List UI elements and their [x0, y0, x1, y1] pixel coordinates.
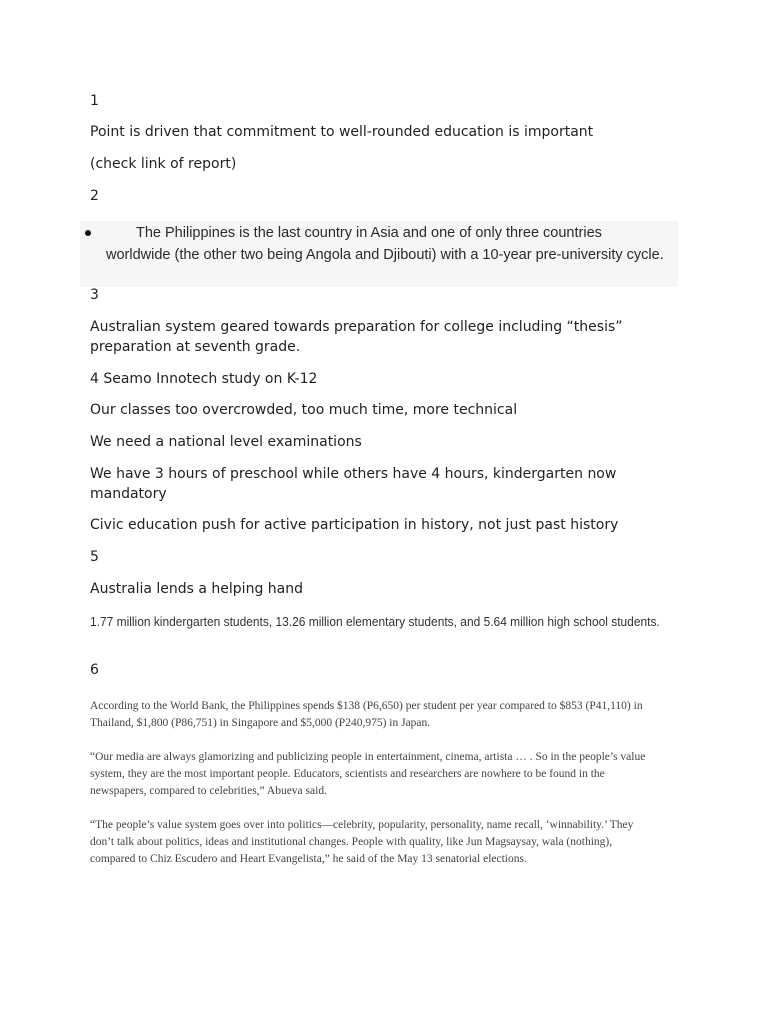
section-number-2: 2 — [90, 188, 99, 204]
paragraph-student-counts: 1.77 million kindergarten students, 13.26 million elementary students, and 5.64 million high school students. — [90, 614, 660, 629]
section-number-3: 3 — [90, 287, 99, 303]
paragraph-civic-education: Civic education push for active participation in history, not just past history — [90, 517, 619, 533]
paragraph-value-system-quote: “The people’s value system goes over into politics—celebrity, popularity, personality, name recall, ‘winnability.’ They don’t talk about politics, ideas and institutional changes. People with quality, like Jun Magsaysay, wala (nothing), compared to Chiz Escudero and Heart Evangelista,” he said of the May 13 senatorial elections. — [90, 819, 634, 865]
paragraph-overcrowded: Our classes too overcrowded, too much time, more technical — [90, 402, 518, 418]
section-number-6: 6 — [90, 662, 99, 678]
section-number-5: 5 — [90, 549, 99, 565]
paragraph-well-rounded-education: Point is driven that commitment to well-rounded education is important — [90, 124, 594, 140]
paragraph-australian-system: Australian system geared towards preparation for college including “thesis” preparation at seventh grade. — [90, 319, 623, 355]
paragraph-preschool-hours: We have 3 hours of preschool while others have 4 hours, kindergarten now mandatory — [90, 466, 617, 502]
paragraph-seamo-study: 4 Seamo Innotech study on K-12 — [90, 371, 318, 387]
paragraph-national-exams: We need a national level examinations — [90, 434, 362, 450]
bullet-icon — [85, 230, 91, 236]
paragraph-australia-helping-hand: Australia lends a helping hand — [90, 581, 303, 597]
paragraph-world-bank-spending: According to the World Bank, the Philippines spends $138 (P6,650) per student per year compared to $853 (P41,110) in Thailand, $1,800 (P86,751) in Singapore and $5,000 (P240,975) in Japan. — [90, 700, 643, 729]
paragraph-check-link: (check link of report) — [90, 156, 237, 172]
bullet-philippines-cycle: The Philippines is the last country in Asia and one of only three countries worldwide (the other two being Angola and Djibouti) with a 10-year pre-university cycle. — [106, 225, 664, 263]
paragraph-media-quote: “Our media are always glamorizing and publicizing people in entertainment, cinema, artista … . So in the people’s value system, they are the most important people. Educators, scientists and researchers are nowhere to be found in the newspapers, compared to celebrities,” Abueva said. — [90, 751, 646, 797]
section-number-1: 1 — [90, 93, 99, 109]
